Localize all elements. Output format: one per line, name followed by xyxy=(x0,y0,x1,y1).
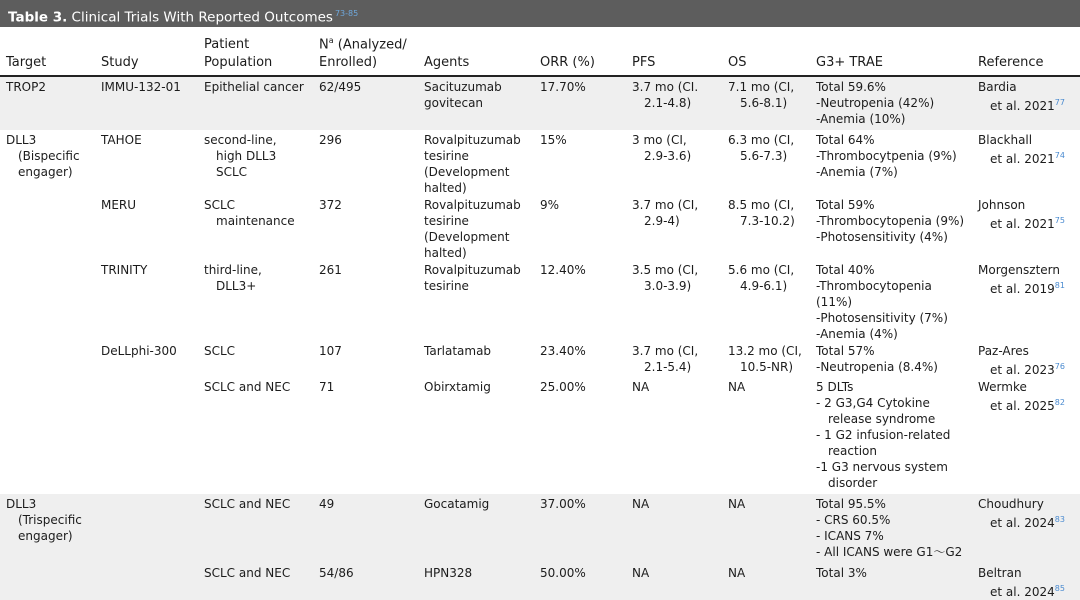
cell-line: -Thrombocytopenia (11%) xyxy=(816,279,932,310)
agent-line: Sacituzumab xyxy=(424,80,502,95)
cell-target xyxy=(0,494,95,563)
reference-year xyxy=(978,395,1076,414)
cell-orr: 17.70% xyxy=(534,76,626,130)
cell-line: Total 3% xyxy=(816,566,867,581)
agent-line: tesirine xyxy=(424,149,469,164)
cell-trae xyxy=(810,76,972,130)
cell-line: 13.2 mo (CI, xyxy=(728,344,802,359)
cell-line: SCLC and NEC xyxy=(204,497,291,512)
cell-study: DeLLphi-300 xyxy=(101,344,177,359)
cell-agents xyxy=(418,76,534,130)
title-refs: 73-85 xyxy=(334,9,359,18)
cell-os xyxy=(722,342,810,378)
table-row xyxy=(0,130,1080,196)
cell-pfs xyxy=(626,494,722,563)
table-row xyxy=(0,76,1080,130)
cell-reference xyxy=(972,342,1080,378)
reference-year xyxy=(978,148,1076,167)
agent-line: (Development xyxy=(424,165,510,180)
agent-line: halted) xyxy=(424,181,467,196)
cell-pfs xyxy=(626,76,722,130)
cell-line: -Anemia (10%) xyxy=(816,112,906,127)
header-pfs: PFS xyxy=(626,30,722,76)
cell-agents xyxy=(418,196,534,261)
cell-n: 261 xyxy=(319,263,342,278)
cell-os xyxy=(722,378,810,494)
cell-line: 2.9-3.6) xyxy=(644,149,692,164)
cell-os xyxy=(722,563,810,600)
cell-population xyxy=(198,196,313,261)
cell-pfs xyxy=(626,261,722,342)
cell-reference xyxy=(972,261,1080,342)
cell-agents xyxy=(418,342,534,378)
reference-number: 82 xyxy=(1054,398,1065,408)
cell-line: 2.9-4) xyxy=(644,214,680,229)
reference-author: Morgensztern xyxy=(978,263,1060,278)
cell-line: NA xyxy=(728,380,746,395)
target-line: TROP2 xyxy=(6,80,46,95)
cell-line: - 2 G3,G4 Cytokine xyxy=(816,396,930,411)
cell-population xyxy=(198,342,313,378)
cell-line: -Neutropenia (42%) xyxy=(816,96,935,111)
cell-line: 7.3-10.2) xyxy=(740,214,795,229)
cell-os xyxy=(722,130,810,196)
target-line: engager) xyxy=(18,165,73,180)
cell-line: SCLC xyxy=(216,165,248,180)
cell-trae xyxy=(810,130,972,196)
reference-year xyxy=(978,359,1076,378)
reference-year xyxy=(978,213,1076,232)
cell-line: 3.7 mo (CI, xyxy=(632,344,699,359)
cell-line: NA xyxy=(728,497,746,512)
header-os: OS xyxy=(722,30,810,76)
cell-line: 3.0-3.9) xyxy=(644,279,692,294)
cell-reference xyxy=(972,378,1080,494)
header-trae: G3+ TRAE xyxy=(810,30,972,76)
header-target: Target xyxy=(0,30,95,76)
target-line: DLL3 xyxy=(6,497,37,512)
agent-line: tesirine xyxy=(424,214,469,229)
reference-author: Johnson xyxy=(978,198,1026,213)
cell-trae xyxy=(810,494,972,563)
cell-line: - ICANS 7% xyxy=(816,529,884,544)
cell-line: SCLC and NEC xyxy=(204,566,291,581)
cell-line: 3.7 mo (CI, xyxy=(632,198,699,213)
agent-line: Rovalpituzumab xyxy=(424,133,521,148)
header-study: Study xyxy=(95,30,198,76)
reference-number: 85 xyxy=(1054,584,1065,594)
cell-line: -1 G3 nervous system xyxy=(816,460,948,475)
table-row xyxy=(0,196,1080,261)
cell-reference xyxy=(972,563,1080,600)
cell-target xyxy=(0,378,95,494)
cell-line: -Neutropenia (8.4%) xyxy=(816,360,938,375)
cell-trae xyxy=(810,342,972,378)
reference-year-text: et al. 2024 xyxy=(990,516,1055,531)
cell-study: TAHOE xyxy=(101,133,142,148)
reference-year-text: et al. 2023 xyxy=(990,363,1055,378)
cell-study: IMMU-132-01 xyxy=(95,76,198,130)
cell-line: Total 40% xyxy=(816,263,875,278)
header-row xyxy=(0,30,1080,76)
table-row xyxy=(0,378,1080,494)
cell-agents xyxy=(418,261,534,342)
cell-target xyxy=(0,130,95,196)
cell-target xyxy=(0,196,95,261)
header-population: Patient Population xyxy=(198,30,313,76)
cell-n: 296 xyxy=(319,133,342,148)
cell-population xyxy=(198,261,313,342)
cell-line: release syndrome xyxy=(828,412,936,427)
cell-trae xyxy=(810,378,972,494)
reference-number: 74 xyxy=(1054,151,1065,161)
cell-line: NA xyxy=(728,566,746,581)
header-n: $N^a$ (Analyzed/ Enrolled) xyxy=(313,30,418,76)
reference-author: Wermke xyxy=(978,380,1027,395)
cell-line: -Anemia (7%) xyxy=(816,165,898,180)
reference-author: Choudhury xyxy=(978,497,1044,512)
header-reference: Reference xyxy=(972,30,1080,76)
cell-line: disorder xyxy=(828,476,878,491)
cell-study xyxy=(95,563,198,600)
cell-orr: 25.00% xyxy=(540,380,586,395)
cell-line: 2.1-4.8) xyxy=(644,96,692,111)
cell-line: Total 59.6% xyxy=(816,80,886,95)
cell-orr: 9% xyxy=(540,198,560,213)
cell-n: 62/495 xyxy=(313,76,418,130)
cell-line: Epithelial cancer xyxy=(204,80,304,95)
cell-line: Total 59% xyxy=(816,198,875,213)
cell-line: second-line, xyxy=(204,133,277,148)
cell-line: 5.6 mo (CI, xyxy=(728,263,795,278)
reference-number: 77 xyxy=(1054,98,1065,108)
cell-line: 5 DLTs xyxy=(816,380,854,395)
table-row xyxy=(0,342,1080,378)
cell-line: - CRS 60.5% xyxy=(816,513,891,528)
agent-line: HPN328 xyxy=(424,566,473,581)
table-row xyxy=(0,494,1080,563)
agent-line: Rovalpituzumab xyxy=(424,263,521,278)
cell-orr: 23.40% xyxy=(540,344,586,359)
reference-year xyxy=(978,278,1076,297)
cell-pfs xyxy=(626,378,722,494)
reference-year-text: et al. 2021 xyxy=(990,152,1055,167)
reference-year xyxy=(978,581,1076,600)
target-line: (Bispecific xyxy=(18,149,80,164)
table-row xyxy=(0,563,1080,600)
table-title-text: Clinical Trials With Reported Outcomes xyxy=(71,9,333,26)
reference-year-text: et al. 2024 xyxy=(990,585,1055,600)
reference-author: Bardia xyxy=(978,80,1017,95)
cell-n: 54/86 xyxy=(313,563,418,600)
header-orr: ORR (%) xyxy=(534,30,626,76)
agent-line: Gocatamig xyxy=(424,497,490,512)
cell-line: -Photosensitivity (4%) xyxy=(816,230,948,245)
cell-agents xyxy=(418,494,534,563)
agent-line: (Development xyxy=(424,230,510,245)
table-title xyxy=(0,0,1080,27)
cell-target xyxy=(0,76,95,130)
reference-year xyxy=(978,512,1076,531)
cell-pfs xyxy=(626,196,722,261)
cell-study: MERU xyxy=(101,198,137,213)
cell-line: DLL3+ xyxy=(216,279,257,294)
reference-year-text: et al. 2025 xyxy=(990,399,1055,414)
cell-line: third-line, xyxy=(204,263,262,278)
cell-line: 3 mo (CI, xyxy=(632,133,687,148)
cell-line: 6.3 mo (CI, xyxy=(728,133,795,148)
reference-year-text: et al. 2019 xyxy=(990,282,1055,297)
reference-author: Blackhall xyxy=(978,133,1033,148)
reference-number: 83 xyxy=(1054,515,1065,525)
cell-study xyxy=(95,378,198,494)
cell-target xyxy=(0,342,95,378)
cell-line: 7.1 mo (CI, xyxy=(728,80,795,95)
cell-study xyxy=(95,494,198,563)
reference-year-text: et al. 2021 xyxy=(990,99,1055,114)
cell-line: -Thrombocytopenia (9%) xyxy=(816,214,965,229)
cell-line: -Photosensitivity (7%) xyxy=(816,311,948,326)
cell-orr: 12.40% xyxy=(540,263,586,278)
cell-line: - All ICANS were G1～G2 xyxy=(816,545,963,560)
cell-n: 372 xyxy=(319,198,342,213)
cell-line: - 1 G2 infusion-related xyxy=(816,428,951,443)
cell-orr: 50.00% xyxy=(534,563,626,600)
agent-line: Rovalpituzumab xyxy=(424,198,521,213)
target-line: DLL3 xyxy=(6,133,37,148)
agent-line: tesirine xyxy=(424,279,469,294)
cell-line: NA xyxy=(632,497,650,512)
reference-number: 76 xyxy=(1054,362,1065,372)
agent-line: halted) xyxy=(424,246,467,261)
cell-agents xyxy=(418,378,534,494)
agent-line: Tarlatamab xyxy=(424,344,492,359)
cell-trae xyxy=(810,261,972,342)
cell-line: maintenance xyxy=(216,214,295,229)
cell-target xyxy=(0,261,95,342)
clinical-trials-table xyxy=(0,30,1080,600)
cell-line: 3.5 mo (CI, xyxy=(632,263,699,278)
reference-author: Beltran xyxy=(978,566,1022,581)
cell-line: SCLC xyxy=(204,198,236,213)
cell-os xyxy=(722,76,810,130)
cell-population xyxy=(198,130,313,196)
cell-line: 5.6-8.1) xyxy=(740,96,788,111)
cell-population xyxy=(198,378,313,494)
cell-line: 3.7 mo (CI. xyxy=(632,80,699,95)
cell-orr: 15% xyxy=(540,133,567,148)
cell-line: 10.5-NR) xyxy=(740,360,794,375)
cell-study: TRINITY xyxy=(101,263,148,278)
cell-line: SCLC and NEC xyxy=(204,380,291,395)
reference-year-text: et al. 2021 xyxy=(990,217,1055,232)
cell-trae xyxy=(810,196,972,261)
cell-population xyxy=(198,76,313,130)
cell-orr: 37.00% xyxy=(534,494,626,563)
header-agents: Agents xyxy=(418,30,534,76)
cell-line: NA xyxy=(632,380,650,395)
cell-line: Total 95.5% xyxy=(816,497,886,512)
cell-n: 107 xyxy=(319,344,342,359)
cell-line: 2.1-5.4) xyxy=(644,360,692,375)
cell-n: 71 xyxy=(319,380,335,395)
target-line: engager) xyxy=(18,529,73,544)
cell-os xyxy=(722,494,810,563)
cell-line: NA xyxy=(632,566,650,581)
cell-line: Total 64% xyxy=(816,133,875,148)
cell-line: Total 57% xyxy=(816,344,875,359)
cell-line: 8.5 mo (CI, xyxy=(728,198,795,213)
cell-line: 4.9-6.1) xyxy=(740,279,788,294)
cell-agents xyxy=(418,563,534,600)
cell-line: SCLC xyxy=(204,344,236,359)
cell-line: reaction xyxy=(828,444,877,459)
cell-pfs xyxy=(626,342,722,378)
cell-line: -Thrombocytpenia (9%) xyxy=(816,149,957,164)
cell-reference xyxy=(972,76,1080,130)
cell-n: 49 xyxy=(313,494,418,563)
cell-line: high DLL3 xyxy=(216,149,277,164)
cell-population xyxy=(198,563,313,600)
reference-year xyxy=(978,95,1076,114)
cell-pfs xyxy=(626,563,722,600)
reference-author: Paz-Ares xyxy=(978,344,1029,359)
cell-population xyxy=(198,494,313,563)
reference-number: 81 xyxy=(1054,281,1065,291)
cell-pfs xyxy=(626,130,722,196)
cell-trae xyxy=(810,563,972,600)
cell-reference xyxy=(972,130,1080,196)
agent-line: Obirxtamig xyxy=(424,380,491,395)
agent-line: govitecan xyxy=(424,96,484,111)
table-row xyxy=(0,261,1080,342)
cell-line: 5.6-7.3) xyxy=(740,149,788,164)
table-label: Table 3. xyxy=(8,9,68,26)
cell-os xyxy=(722,196,810,261)
cell-line: -Anemia (4%) xyxy=(816,327,898,342)
target-line: (Trispecific xyxy=(18,513,82,528)
cell-reference xyxy=(972,196,1080,261)
cell-target xyxy=(0,563,95,600)
cell-agents xyxy=(418,130,534,196)
cell-os xyxy=(722,261,810,342)
reference-number: 75 xyxy=(1054,216,1065,226)
cell-reference xyxy=(972,494,1080,563)
